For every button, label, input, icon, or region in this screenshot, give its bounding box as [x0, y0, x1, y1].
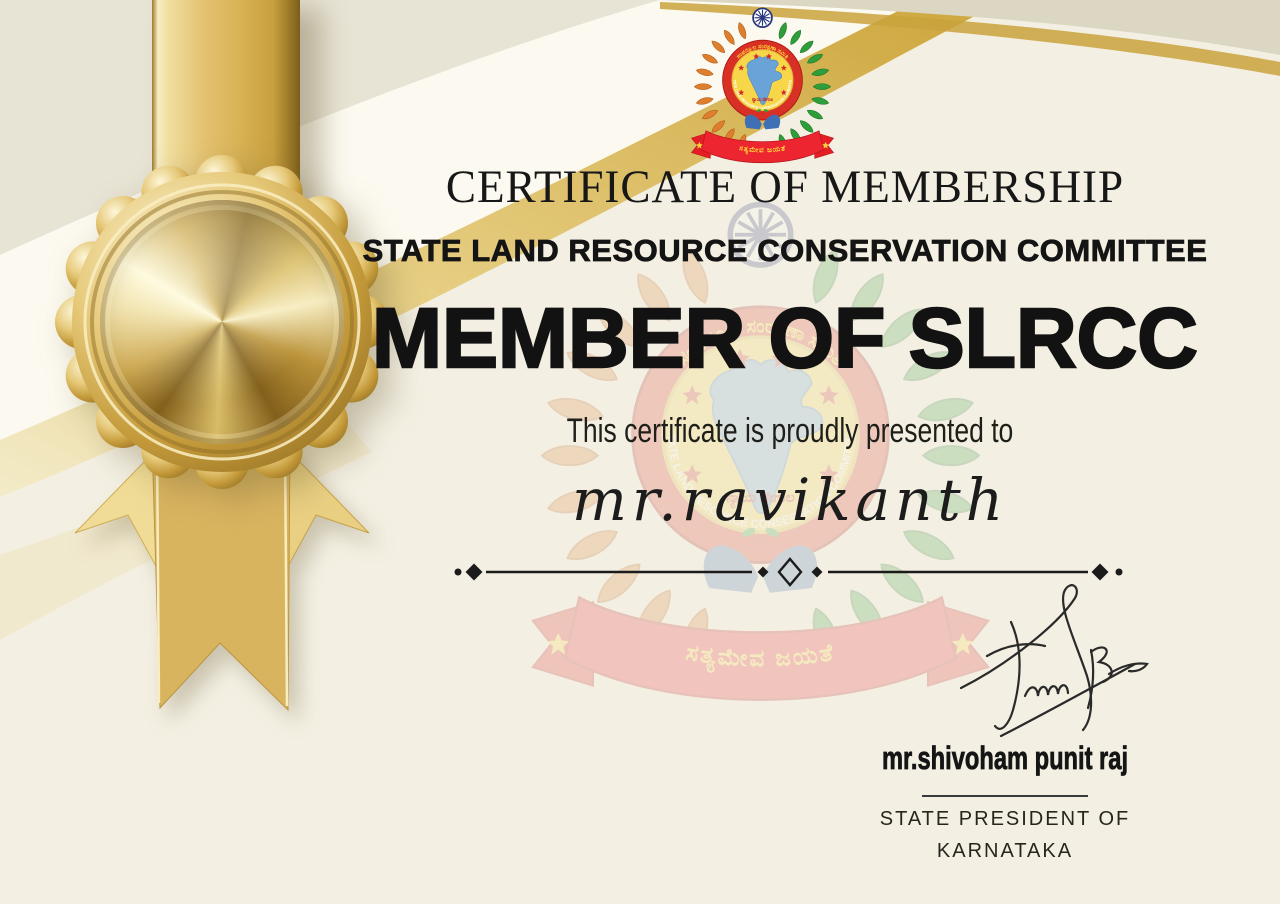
certificate-title: CERTIFICATE OF MEMBERSHIP	[445, 161, 1125, 213]
organization-emblem	[690, 3, 835, 163]
membership-heading: MEMBER OF SLRCC	[372, 291, 1198, 385]
signatory-name: mr.shivoham punit raj	[881, 740, 1129, 776]
medal-disc	[100, 200, 344, 444]
signatory-rule	[922, 795, 1088, 797]
signatory-designation-line2: KARNATAKA	[936, 840, 1074, 862]
organization-name: STATE LAND RESOURCE CONSERVATION COMMITTEE	[362, 233, 1208, 268]
presented-line: This certificate is proudly presented to	[566, 412, 1014, 450]
signatory-designation-line1: STATE PRESIDENT OF	[879, 808, 1131, 830]
recipient-name: mr.ravikanth	[571, 466, 1009, 534]
signature	[945, 578, 1175, 738]
